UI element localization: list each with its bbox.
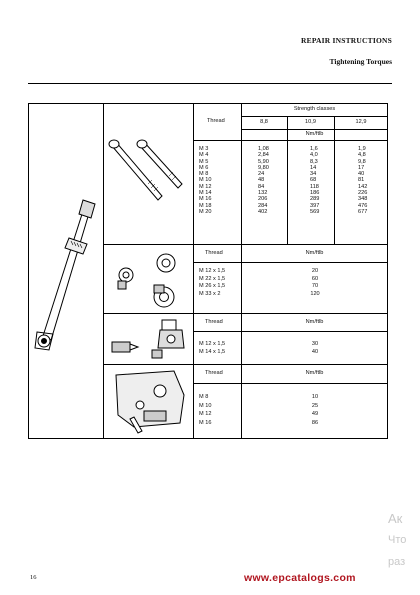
thread-cell: M 16 bbox=[199, 196, 212, 203]
value-cell: 120 bbox=[310, 290, 320, 297]
value-cell: 289 bbox=[310, 196, 320, 203]
value-cell: 8,3 bbox=[310, 158, 318, 165]
values-8-8 bbox=[258, 146, 269, 215]
divider-h-head4 bbox=[193, 383, 388, 384]
thread-column-1 bbox=[199, 146, 211, 215]
housing-illustration bbox=[104, 365, 193, 439]
value-cell: 86 bbox=[311, 419, 319, 426]
values-column-2 bbox=[300, 268, 330, 298]
torque-wrench-illustration bbox=[29, 104, 103, 438]
divider-h-head2 bbox=[193, 262, 388, 263]
divider-v-thread bbox=[193, 103, 194, 439]
value-cell: 186 bbox=[310, 190, 320, 197]
thread-cell: M 12 bbox=[199, 183, 212, 190]
value-cell: 677 bbox=[358, 208, 368, 215]
thread-cell: M 14 bbox=[199, 190, 212, 197]
thread-cell: M 4 bbox=[199, 152, 209, 159]
class-8-8: 8,8 bbox=[260, 119, 268, 125]
thread-header-3: Thread bbox=[205, 319, 223, 325]
unit-header-1: Nm/ftlb bbox=[305, 131, 324, 137]
thread-cell: M 8 bbox=[199, 394, 209, 400]
thread-header-2: Thread bbox=[205, 250, 223, 256]
thread-cell: M 26 x 1,5 bbox=[199, 283, 226, 290]
value-cell: 5,90 bbox=[258, 158, 269, 165]
divider-v-values bbox=[241, 103, 242, 439]
value-cell: 9,80 bbox=[258, 164, 269, 171]
thread-cell: M 10 bbox=[199, 177, 212, 184]
value-cell: 17 bbox=[358, 164, 365, 171]
value-cell: 1,9 bbox=[358, 146, 366, 152]
value-cell: 40 bbox=[311, 348, 319, 355]
class-12-9: 12,9 bbox=[355, 119, 367, 125]
thread-cell: M 12 bbox=[199, 411, 212, 417]
value-cell: 206 bbox=[258, 196, 268, 203]
header-rule bbox=[28, 83, 392, 84]
value-cell: 2,84 bbox=[258, 152, 269, 159]
unit-header-3: Nm/ftlb bbox=[305, 319, 324, 325]
value-cell: 397 bbox=[310, 202, 320, 209]
thread-column-4 bbox=[199, 393, 211, 427]
divider-h-classes bbox=[241, 129, 388, 130]
thread-cell: M 18 bbox=[199, 202, 212, 209]
strength-classes-header: Strength classes bbox=[293, 106, 336, 112]
value-cell: 476 bbox=[358, 202, 368, 209]
value-cell: 4,0 bbox=[310, 152, 318, 159]
class-10-9: 10,9 bbox=[305, 119, 316, 125]
thread-cell: M 6 bbox=[199, 164, 209, 171]
thread-cell: M 33 x 2 bbox=[199, 290, 221, 297]
unit-header-4: Nm/ftlb bbox=[305, 370, 324, 376]
thread-cell: M 12 x 1,5 bbox=[199, 268, 226, 274]
thread-cell: M 3 bbox=[199, 146, 209, 152]
thread-cell: M 8 bbox=[199, 171, 209, 178]
value-cell: 81 bbox=[358, 177, 365, 184]
divider-h-strength bbox=[241, 116, 388, 117]
value-cell: 132 bbox=[258, 190, 268, 197]
value-cell: 226 bbox=[358, 190, 368, 197]
overlay-text-3: раз bbox=[388, 556, 406, 568]
value-cell: 30 bbox=[311, 341, 319, 347]
value-cell: 10 bbox=[311, 394, 319, 400]
thread-column-2 bbox=[199, 268, 225, 298]
value-cell: 25 bbox=[311, 402, 319, 409]
plugs-illustration bbox=[104, 245, 193, 313]
value-cell: 4,8 bbox=[358, 152, 366, 159]
thread-cell: M 22 x 1,5 bbox=[199, 275, 226, 282]
watermark-text: www.epcatalogs.com bbox=[244, 572, 356, 584]
value-cell: 14 bbox=[310, 164, 317, 171]
value-cell: 24 bbox=[258, 171, 265, 178]
divider-h-head1 bbox=[193, 140, 388, 141]
value-cell: 68 bbox=[310, 177, 317, 184]
bolts-illustration bbox=[104, 104, 193, 244]
thread-header-1: Thread bbox=[207, 118, 225, 124]
values-12-9 bbox=[358, 146, 367, 215]
values-10-9 bbox=[310, 146, 319, 215]
fittings-illustration bbox=[104, 314, 193, 364]
page-title: Tightening Torques bbox=[329, 57, 392, 66]
value-cell: 49 bbox=[311, 411, 319, 417]
thread-cell: M 10 bbox=[199, 402, 212, 409]
thread-cell: M 14 x 1,5 bbox=[199, 348, 226, 355]
values-column-3 bbox=[300, 341, 330, 356]
value-cell: 142 bbox=[358, 183, 368, 190]
overlay-text-1: Ак bbox=[388, 511, 403, 526]
value-cell: 60 bbox=[311, 275, 319, 282]
value-cell: 34 bbox=[310, 171, 317, 178]
divider-h-head3 bbox=[193, 331, 388, 332]
value-cell: 284 bbox=[258, 202, 268, 209]
section-heading: REPAIR INSTRUCTIONS bbox=[301, 36, 392, 45]
value-cell: 348 bbox=[358, 196, 368, 203]
value-cell: 9,8 bbox=[358, 158, 366, 165]
value-cell: 20 bbox=[311, 268, 319, 274]
thread-cell: M 12 x 1,5 bbox=[199, 341, 226, 347]
thread-column-3 bbox=[199, 341, 225, 356]
value-cell: 84 bbox=[258, 183, 265, 190]
value-cell: 48 bbox=[258, 177, 265, 184]
value-cell: 1,08 bbox=[258, 146, 269, 152]
page-number: 16 bbox=[30, 574, 37, 581]
value-cell: 1,6 bbox=[310, 146, 318, 152]
value-cell: 569 bbox=[310, 208, 320, 215]
value-cell: 402 bbox=[258, 208, 268, 215]
thread-cell: M 20 bbox=[199, 208, 212, 215]
thread-cell: M 16 bbox=[199, 419, 212, 426]
value-cell: 40 bbox=[358, 171, 365, 178]
value-cell: 70 bbox=[311, 283, 319, 290]
thread-header-4: Thread bbox=[205, 370, 223, 376]
thread-cell: M 5 bbox=[199, 158, 209, 165]
value-cell: 118 bbox=[310, 183, 319, 190]
unit-header-2: Nm/ftlb bbox=[305, 250, 324, 256]
overlay-text-2: Что bbox=[388, 534, 407, 546]
values-column-4 bbox=[300, 393, 330, 427]
